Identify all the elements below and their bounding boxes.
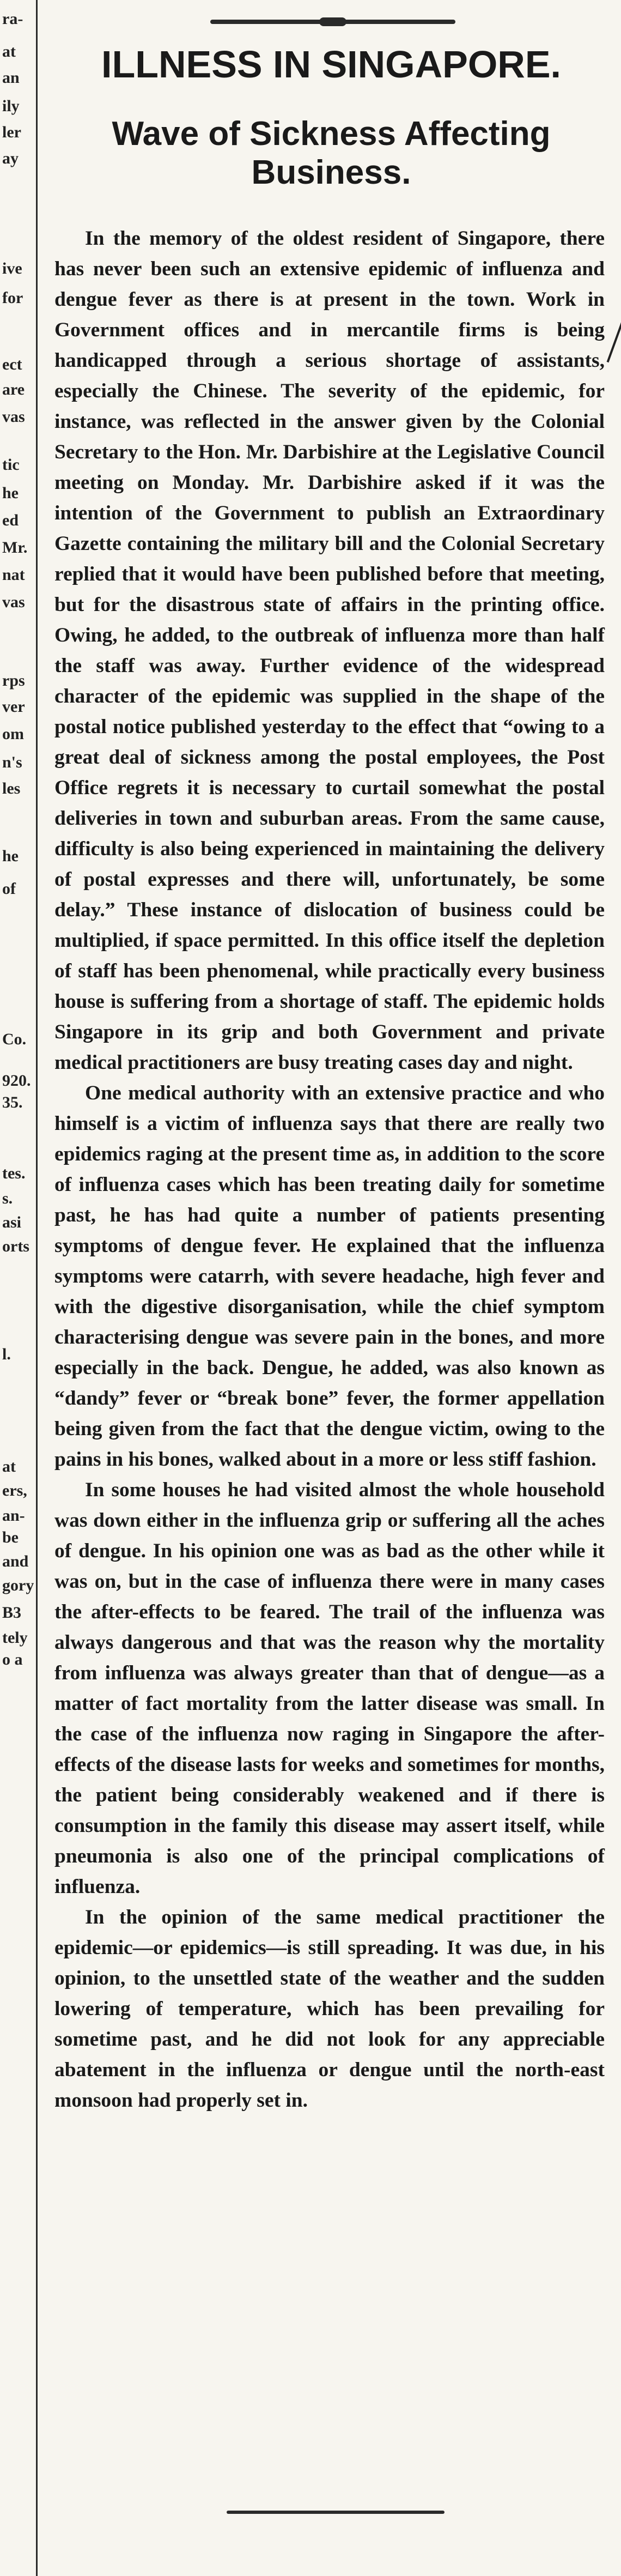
left-column-fragment: nat [2, 566, 25, 584]
left-column-fragment: he [2, 847, 19, 865]
left-column-fragment: tely [2, 1629, 28, 1647]
left-column-fragment: are [2, 380, 25, 398]
subheadline: Wave of Sickness Affecting Business. [112, 115, 551, 192]
left-column-fragment: and [2, 1552, 29, 1570]
left-column-fragment: an [2, 69, 20, 87]
left-column-fragment: ive [2, 259, 22, 277]
left-column-fragment: Mr. [2, 539, 28, 557]
left-column-fragment: ver [2, 698, 25, 716]
left-column-fragment: vas [2, 408, 25, 426]
left-column-fragment: ily [2, 97, 20, 115]
left-column-fragment: ed [2, 511, 19, 529]
bottom-rule [227, 2511, 445, 2514]
left-column-fragment: n's [2, 753, 22, 771]
column-divider [36, 0, 38, 2576]
left-column-fragment: B3 [2, 1604, 22, 1622]
left-column-fragment: tes. [2, 1164, 26, 1182]
left-column-fragment: ect [2, 355, 22, 373]
paragraph-3: In some houses he had visited almost the whole household was down either in the influenza grip or suffering all the aches of dengue. In his opinion one was as bad as the other while it was on, but in the case of influenza there were in many cases the after-effects to be feared. The trail of the influenza was always dangerous and that was the reason why the mortality from influenza was always greater than that of dengue—as a matter of fact mortality from the latter disease was small. In the case of the influenza now raging in Singapore the after-effects of the disease lasts for weeks and sometimes for months, the patient being considerably weakened and if there is consumption in the family this disease may assert itself, while pneumonia is also one of the principal complications of influenza. [54, 1479, 605, 1898]
left-column-fragment: gory [2, 1576, 34, 1594]
left-column-fragment: vas [2, 593, 25, 611]
left-column-fragment: at [2, 1458, 16, 1476]
headline: ILLNESS IN SINGAPORE. [101, 43, 561, 86]
left-column-fragment: an- [2, 1507, 25, 1525]
left-column-fragment: les [2, 779, 21, 797]
left-column-fragment: ay [2, 149, 19, 167]
left-column-fragment: for [2, 289, 23, 307]
left-column-fragment: asi [2, 1213, 22, 1231]
article [47, 0, 616, 2576]
left-column-fragment: of [2, 880, 16, 898]
paragraph-4: In the opinion of the same medical practitioner the epidemic—or epidemics—is still spreading. It was due, in his opinion, to the unsettled state of the weather and the sudden lowering of temperature, which has been prevailing for sometime past, and he did not look for any appreciable abatement in the influenza or dengue until the north-east monsoon had properly set in. [54, 1906, 605, 2112]
adjacent-column-fragment [0, 0, 34, 2576]
left-column-fragment: o a [2, 1650, 23, 1668]
left-column-fragment: Co. [2, 1030, 27, 1048]
left-column-fragment: 920. [2, 1072, 31, 1090]
left-column-fragment: at [2, 43, 16, 61]
paragraph-2: One medical authority with an extensive practice and who himself is a victim of influenza says that there are really two epidemics raging at the present time as, in addition to the score of influenza cases which has been treating daily for sometime past, he has had quite a number of patients presenting symptoms of dengue fever. He explained that the influenza symptoms were catarrh, with severe headache, high fever and with the digestive disorganisation, while the chief symptom characterising dengue was severe pain in the bones, and more especially in the back. Dengue, he added, was also known as “dandy” fever or “break bone” fever, the former appellation being given from the fact that the dengue victim, owing to the pains in his bones, walked about in a more or less stiff fashion. [54, 1082, 605, 1471]
paragraph-1: In the memory of the oldest resident of Singapore, there has never been such an extensive epidemic of influenza and dengue fever as there is at present in the town. Work in Government offices and in mercantile firms is being handicapped through a serious shortage of assistants, especially the Chinese. The severity of the epidemic, for instance, was reflected in the answer given by the Colonial Secretary to the Hon. Mr. Darbishire at the Legislative Council meeting on Monday. Mr. Darbishire asked if it was the intention of the Government to publish an Extraordinary Gazette containing the military bill and the Colonial Secretary replied that it would have been published before that meeting, but for the disastrous state of affairs in the printing office. Owing, he added, to the outbreak of influenza more than half the staff was away. Further evidence of the widespread character of the epidemic was supplied in the shape of the postal notice published yesterday to the effect that “owing to a great deal of sickness among the postal employees, the Post Office regrets it is necessary to curtail somewhat the postal deliveries in town and suburban areas. From the same cause, difficulty is also being experienced in maintaining the delivery of postal expresses and there will, unfortunately, be some delay.” These instance of dislocation of business could be multiplied, if space permitted. In this office itself the depletion of staff has been phenomenal, while practically every business house is suffering from a shortage of staff. The epidemic holds Singapore in its grip and both Government and private medical practitioners are busy treating cases day and night. [54, 227, 605, 1074]
top-ornamental-rule [210, 20, 455, 24]
left-column-fragment: 35. [2, 1093, 23, 1111]
left-column-fragment: he [2, 484, 19, 502]
left-column-fragment: l. [2, 1345, 11, 1363]
left-column-fragment: ra- [2, 10, 23, 28]
left-column-fragment: orts [2, 1237, 29, 1255]
left-column-fragment: tic [2, 456, 20, 474]
left-column-fragment: ler [2, 123, 21, 141]
left-column-fragment: s. [2, 1189, 13, 1207]
left-column-fragment: om [2, 725, 24, 743]
left-column-fragment: be [2, 1528, 19, 1546]
left-column-fragment: rps [2, 672, 25, 690]
left-column-fragment: ers, [2, 1481, 27, 1499]
article-body [54, 223, 605, 2116]
